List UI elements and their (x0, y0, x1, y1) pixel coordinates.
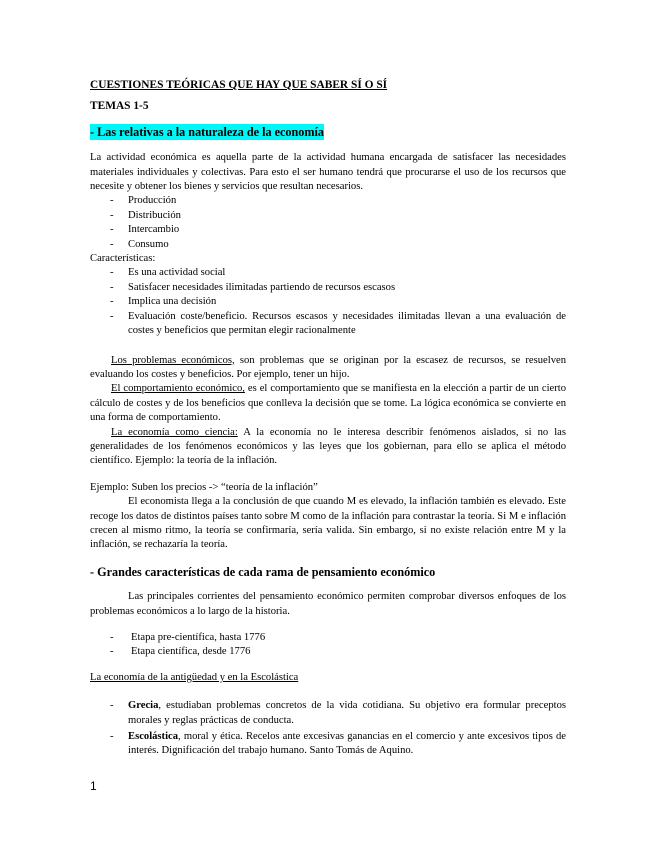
caracteristicas-list (90, 266, 566, 338)
list-item: - Intercambio (90, 223, 566, 237)
ciencia-paragraph (90, 426, 566, 469)
etapas-list (90, 631, 566, 660)
escuelas-list (90, 699, 566, 759)
section2-intro: Las principales corrientes del pensamiento económico permiten comprobar diversos enfoques de los problemas económicos a lo largo de la historia. (90, 591, 566, 617)
document-body (90, 78, 566, 759)
ejemplo-paragraph: El economista llega a la conclusión de que cuando M es elevado, la inflación también es elevado. Este recoge los datos de distintos países tanto sobre M como de la inflación para contrastar la teoría. Si M e inflación crecen al mismo ritmo, la teoría se confirmaría, sería valida. Sin embargo, si no existe relación entre M y la inflación, se rechazaría la teoría. (90, 496, 566, 551)
comportamiento-term: El comportamiento económico, (111, 383, 245, 395)
list-item: - Evaluación coste/beneficio. Recursos escasos y necesidades ilimitadas llevan a una evaluación de costes y beneficios que permitan elegir racionalmente (90, 310, 566, 339)
problemas-paragraph (90, 354, 566, 383)
list-item: - Producción (90, 194, 566, 208)
grecia-text: , estudiaban problemas concretos de la vida cotidiana. Su objetivo era formular preceptos morales y reglas prácticas de conducta. (128, 700, 566, 726)
antiguedad-heading: La economía de la antigüedad y en la Escolástica (90, 671, 299, 683)
comportamiento-text: es el comportamiento que se manifiesta en la elección a partir de un cierto cálculo de costes y de los beneficios que conlleva la decisión que se tome. La lógica económica se convierte en una forma de comportamiento. (90, 383, 566, 424)
problemas-text: son problemas que se originan por la escasez de recursos, se resuelven evaluando los costes y beneficios. Por ejemplo, tener un hijo. (90, 354, 566, 380)
section1-heading-line (90, 125, 566, 141)
list-item (90, 730, 566, 759)
section2-heading: - Grandes características de cada rama de pensamiento económico (90, 564, 436, 579)
temas-label: TEMAS 1-5 (90, 100, 149, 113)
section1-heading: - Las relativas a la naturaleza de la economía (90, 124, 325, 139)
list-item: - Etapa pre-científica, hasta 1776 (90, 631, 566, 645)
grecia-term: Grecia (128, 700, 159, 712)
comportamiento-paragraph (90, 382, 566, 425)
activities-list (90, 194, 566, 252)
escolastica-text: , moral y ética. Recelos ante excesivas ganancias en el comercio y ante excesivos tipos de interés. Dignificación del trabajo humano. Santo Tomás de Aquino. (128, 731, 566, 757)
ejemplo-line: Ejemplo: Suben los precios -> “teoría de la inflación” (90, 481, 318, 493)
list-item: - Consumo (90, 238, 566, 252)
list-item: - Es una actividad social (90, 266, 566, 280)
problemas-term: Los problemas económicos, (111, 354, 235, 366)
list-item: - Satisfacer necesidades ilimitadas partiendo de recursos escasos (90, 281, 566, 295)
caracteristicas-label: Características: (90, 253, 156, 265)
document-title: CUESTIONES TEÓRICAS QUE HAY QUE SABER SÍ O SÍ (90, 79, 388, 91)
list-item: - Distribución (90, 209, 566, 223)
escolastica-term: Escolástica (128, 731, 179, 743)
list-item: - Implica una decisión (90, 295, 566, 309)
ciencia-text: A la economía no le interesa describir fenómenos aislados, si no las generalidades de los fenómenos económicos y las leyes que los gobiernan, para ello se aplica el método científico. Ejemplo: la teoría de la inflación. (90, 426, 566, 467)
ciencia-term: La economía como ciencia: (111, 426, 238, 438)
page-number: 1 (90, 779, 97, 793)
section1-intro: La actividad económica es aquella parte de la actividad humana encargada de satisfacer las necesidades materiales individuales y colectivas. Para esto el ser humano tendrá que procurarse el uso de los recursos que necesite y obtener los bienes y servicios que resultan necesarios. (90, 152, 566, 193)
list-item: - Etapa científica, desde 1776 (90, 645, 566, 659)
list-item (90, 699, 566, 728)
